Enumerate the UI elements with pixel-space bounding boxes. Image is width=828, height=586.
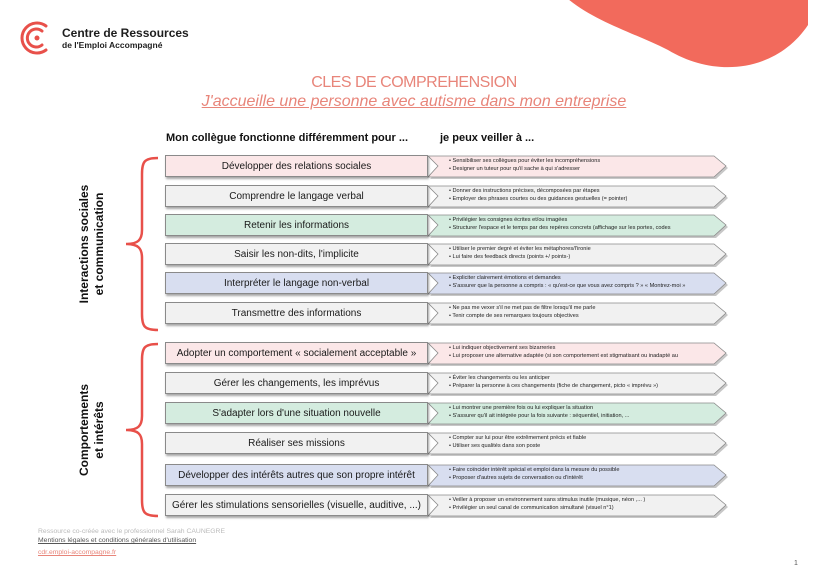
bullet-line: • Lui faire des feedback directs (points +/ points-) — [449, 254, 571, 260]
bullet-line: • Structurer l'espace et le temps par des repères concrets (affichage sur les portes, codes — [449, 225, 671, 231]
bullet-line: • Privilégier un seul canal de communication simultané (visuel n°1) — [449, 505, 614, 511]
row-left-label: Développer des relations sociales — [165, 155, 428, 177]
bullet-line: • Utiliser ses qualités dans son poste — [449, 443, 541, 449]
bullet-line: • Donner des instructions précises, décomposées par étapes — [449, 188, 600, 194]
row-left-label: S'adapter lors d'une situation nouvelle — [165, 402, 428, 424]
row-right-bullets — [428, 187, 728, 207]
row-right-bullets — [428, 496, 728, 516]
row-left-label: Réaliser ses missions — [165, 432, 428, 454]
page-subtitle: J'accueille une personne avec autisme dans mon entreprise — [201, 93, 627, 110]
row-right-bullets — [428, 404, 728, 424]
footer-legal-link[interactable]: Mentions légales et conditions générales d'utilisation — [38, 537, 197, 544]
bullet-line: • Préparer la personne à ces changements (fiche de changement, picto « imprévu ») — [449, 383, 659, 389]
brand-logo-icon — [16, 18, 56, 58]
decorative-blob — [548, 0, 808, 70]
bullet-line: • Faire coïncider intérêt spécial et emploi dans la mesure du possible — [449, 467, 620, 473]
bullet-line: • Sensibiliser ses collègues pour éviter les incompréhensions — [449, 158, 601, 164]
row-left-label: Gérer les stimulations sensorielles (visuelle, auditive, ...) — [165, 494, 428, 516]
row-right-bullets — [428, 304, 728, 324]
row-left-label: Saisir les non-dits, l'implicite — [165, 243, 428, 265]
row-right-bullets — [428, 245, 728, 265]
bullet-line: • Employer des phrases courtes ou des guidances gestuelles (= pointer) — [449, 196, 628, 202]
row-right-bullets — [428, 374, 728, 394]
bullet-line: • Veiller à proposer un environnement sans stimulus inutile (musique, néon ,... ) — [449, 497, 646, 503]
group-brace-icon — [114, 156, 164, 332]
row-left-label: Transmettre des informations — [165, 302, 428, 324]
bullet-line: • Privilégier les consignes écrites et/ou imagées — [449, 217, 568, 223]
bullet-line: • Éviter les changements ou les anticiper — [449, 375, 550, 381]
footer-credit: Ressource co-créée avec le professionnel Sarah CAUNEGRE — [38, 528, 225, 535]
group-label-social: Interactions sociales et communication — [77, 184, 106, 304]
row-left-label: Interpréter le langage non-verbal — [165, 272, 428, 294]
row-right-bullets — [428, 344, 728, 364]
brand-subname: de l'Emploi Accompagné — [62, 40, 163, 50]
brand-name: Centre de Ressources — [62, 26, 189, 40]
row-right-bullets — [428, 434, 728, 454]
page-number: 1 — [794, 560, 798, 567]
row-right-bullets — [428, 274, 728, 294]
group-label-behaviour: Comportements et intérêts — [77, 384, 106, 477]
row-right-bullets — [428, 216, 728, 236]
bullet-line: • Expliciter clairement émotions et demandes — [449, 275, 561, 281]
bullet-line: • Designer un tuteur pour qu'il sache à qui s'adresser — [449, 166, 580, 172]
row-left-label: Comprendre le langage verbal — [165, 185, 428, 207]
bullet-line: • Compter sur lui pour être extrêmement précis et fiable — [449, 435, 587, 441]
footer-url-link[interactable]: cdr.emploi-accompagne.fr — [38, 549, 117, 556]
column-header-left: Mon collègue fonctionne différemment pour ... — [166, 132, 409, 144]
row-left-label: Développer des intérêts autres que son propre intérêt — [165, 464, 428, 486]
bullet-line: • Utiliser le premier degré et éviter les métaphores/l'ironie — [449, 246, 591, 252]
bullet-line: • S'assurer qu'il ait intégrée pour la fois suivante : séquentiel, initiation, ... — [449, 413, 630, 419]
page-title: CLES DE COMPREHENSION — [311, 74, 517, 91]
group-brace-icon — [114, 342, 164, 518]
bullet-line: • Proposer d'autres sujets de conversation ou d'intérêt — [449, 475, 583, 481]
bullet-line: • Lui proposer une alternative adaptée (si son comportement est stigmatisant ou inadapté au — [449, 353, 678, 359]
column-header-right: je peux veiller à ... — [440, 132, 535, 144]
row-left-label: Adopter un comportement « socialement acceptable » — [165, 342, 428, 364]
row-right-bullets — [428, 466, 728, 486]
bullet-line: • Lui montrer une première fois ou lui expliquer la situation — [449, 405, 594, 411]
bullet-line: • Tenir compte de ses remarques toujours objectives — [449, 313, 579, 319]
bullet-line: • Lui indiquer objectivement ses bizarreries — [449, 345, 556, 351]
bullet-line: • S'assurer que la personne a compris : « qu'est-ce que vous avez compris ? » « Montrez-moi » — [449, 283, 686, 289]
row-left-label: Gérer les changements, les imprévus — [165, 372, 428, 394]
bullet-line: • Ne pas me vexer s'il ne met pas de filtre lorsqu'il me parle — [449, 305, 596, 311]
row-left-label: Retenir les informations — [165, 214, 428, 236]
row-right-bullets — [428, 157, 728, 177]
